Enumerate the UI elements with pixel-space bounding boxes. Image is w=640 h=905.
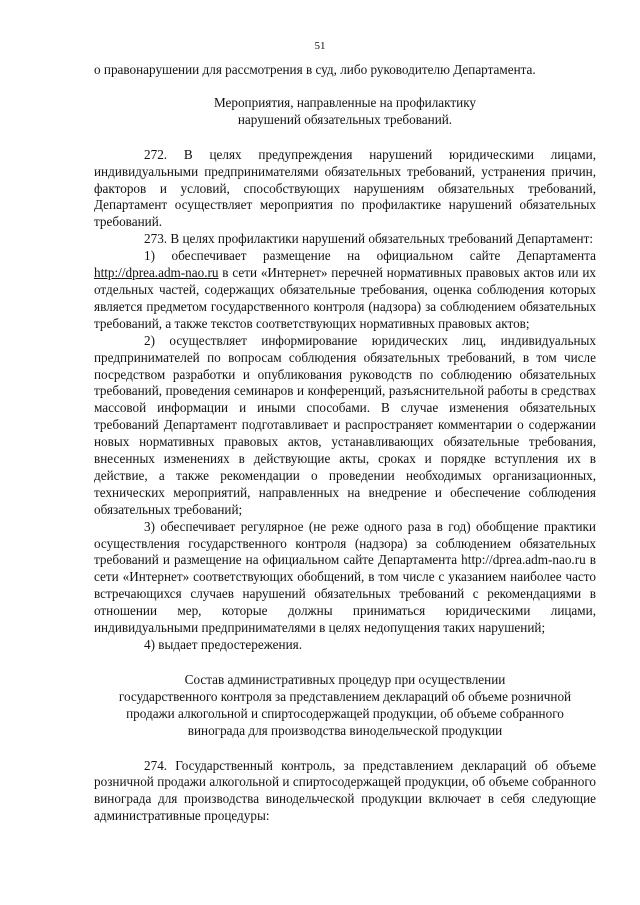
section-heading-procedures xyxy=(94,672,596,740)
paragraph-273: 273. В целях профилактики нарушений обязательных требований Департамент: xyxy=(144,231,594,247)
list-item-text: в сети «Интернет» перечней нормативных правовых актов или их отдельных частей, содержащих обязательные требования, оценка соблюдения которых является предметом государственного контроля (надзора) за соблюдением обязательных требований, а также текстов соответствующих нормативных правовых актов; xyxy=(94,265,596,331)
paragraph-274: 274. Государственный контроль, за представлением деклараций об объеме розничной продажи алкогольной и спиртосодержащей продукции, об объеме собранного винограда для производства винодельческой продукции включает в себя следующие административные процедуры: xyxy=(94,757,596,824)
heading-line: продажи алкогольной и спиртосодержащей продукции, об объеме собранного xyxy=(126,705,564,721)
section-heading-prevention xyxy=(94,95,596,129)
document-body xyxy=(94,62,596,825)
paragraph-272: 272. В целях предупреждения нарушений юридическими лицами, индивидуальными предпринимателями обязательных требований, устранения причин, факторов и условий, способствующих нарушениям обязательных требований, Департамент осуществляет мероприятия по профилактике нарушений обязательных требований. xyxy=(94,146,596,230)
heading-line: Мероприятия, направленные на профилактику xyxy=(213,94,477,110)
list-item-4: 4) выдает предостережения. xyxy=(144,637,302,652)
website-link[interactable]: http://dprea.adm-nao.ru xyxy=(94,265,219,281)
page-number: 51 xyxy=(314,40,326,52)
heading-line: винограда для производства винодельческой продукции xyxy=(187,722,503,738)
heading-line: Состав административных процедур при осуществлении xyxy=(184,671,506,687)
heading-line: нарушений обязательных требований. xyxy=(237,111,453,127)
continuation-line: о правонарушении для рассмотрения в суд, либо руководителю Департамента. xyxy=(94,62,536,77)
heading-line: государственного контроля за представлением деклараций об объеме розничной xyxy=(118,688,572,704)
list-item-1 xyxy=(94,248,596,333)
list-item-2: 2) осуществляет информирование юридических лиц, индивидуальных предпринимателей по вопросам соблюдения обязательных требований, в том числе посредством разработки и опубликования руководств по соблюдению обязательных требований, проведения семинаров и конференций, разъяснительной работы в средствах массовой информации и иными способами. В случае изменения обязательных требований Департамент подготавливает и распространяет комментарии о содержании новых нормативных правовых актов, устанавливающих обязательные требования, внесенных изменениях в действующие акты, сроках и порядке вступления их в действие, а также рекомендации о проведении необходимых организационных, технических мероприятий, направленных на внедрение и обеспечение соблюдения обязательных требований; xyxy=(94,332,596,517)
list-item-text: 1) обеспечивает размещение на официальном сайте Департамента xyxy=(144,248,596,264)
list-item-3: 3) обеспечивает регулярное (не реже одного раза в год) обобщение практики осуществления государственного контроля (надзора) за соблюдением обязательных требований и размещение на официальном сайте Департамента http://dprea.adm-nao.ru в сети «Интернет» соответствующих обобщений, в том числе с указанием наиболее часто встречающихся случаев нарушений обязательных требований с рекомендациями в отношении мер, которые должны приниматься юридическими лицами, индивидуальными предпринимателями в целях недопущения таких нарушений; xyxy=(94,518,596,636)
